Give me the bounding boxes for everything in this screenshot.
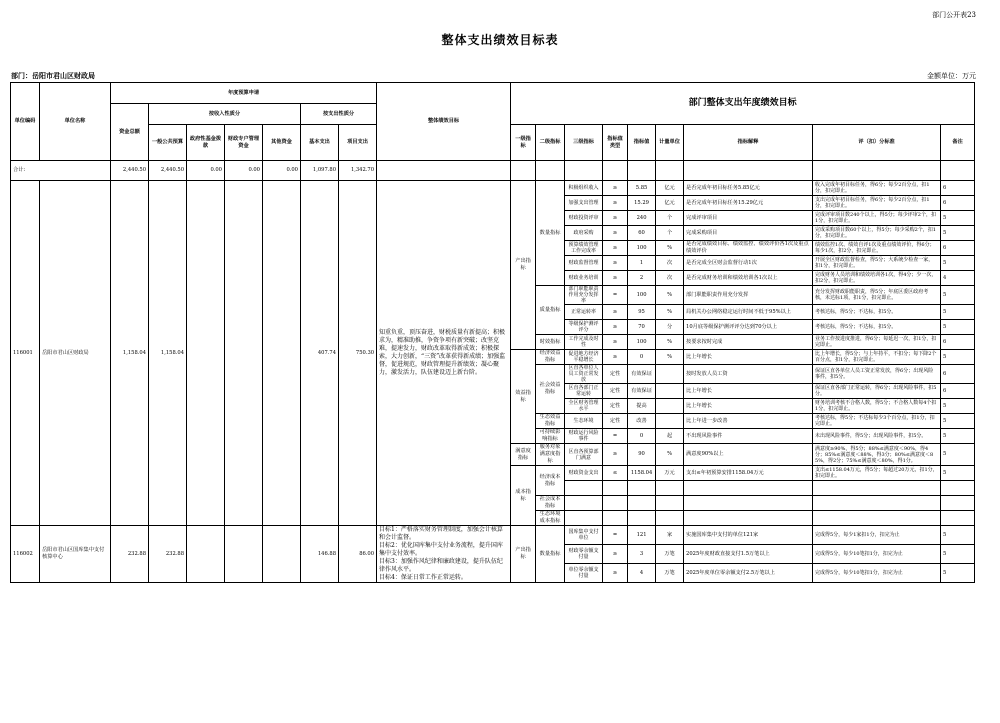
indicator-value: 15.29: [628, 196, 656, 211]
empty-cell: [813, 481, 941, 496]
header-level2: 二级指标: [536, 125, 565, 161]
unit2-indicator-measure-unit: 万笔: [656, 545, 684, 564]
indicator-value: 有效保证: [628, 365, 656, 384]
indicator-level3: 财政投资评审: [565, 211, 603, 226]
indicator-level3: 正常运转率: [565, 305, 603, 320]
indicator-scoring: 充分发挥财政职能职责，得5分；年底区委区政府考核，未达标1项，扣1分，扣完即止。: [813, 286, 941, 305]
indicator-value: 改善: [628, 414, 656, 429]
empty-cell: [628, 481, 656, 496]
indicator-scoring: 完成评审项目数240个以上，得5分；每少评审2个，扣1分，扣完即止。: [813, 211, 941, 226]
indicator-measure-unit: 起: [656, 429, 684, 444]
header-other-funds: 其他资金: [263, 125, 301, 161]
indicator-explain: 局机关办公网络稳定运行时间不低于95%以上: [684, 305, 813, 320]
level2-sustainable: 可持续影响指标: [536, 429, 565, 444]
indicator-explain: 10月底等级保护测评评分达到70分以上: [684, 320, 813, 335]
level2-quality: 质量指标: [536, 286, 565, 335]
indicator-explain: 是否完成年初目标任务15.29亿元: [684, 196, 813, 211]
empty-cell: [941, 496, 975, 511]
indicator-value-type: =: [603, 286, 628, 305]
unit2-indicator-value-type: ≥: [603, 545, 628, 564]
indicator-remark: 5: [941, 286, 975, 305]
header-gen-budget: 一般公共预算: [149, 125, 187, 161]
unit2-indicator-scoring: 完成得5分，每少1家扣1分，扣完为止: [813, 526, 941, 545]
header-gov-fund: 政府性基金拨款: [187, 125, 225, 161]
indicator-remark: 5: [941, 429, 975, 444]
indicator-measure-unit: %: [656, 305, 684, 320]
level2-timeliness: 时效指标: [536, 335, 565, 350]
unit2-indicator-value: 3: [628, 545, 656, 564]
indicator-remark: 5: [941, 350, 975, 365]
unit2-indicator-remark: 5: [941, 545, 975, 564]
empty-cell: [603, 511, 628, 526]
indicator-value-type: ≥: [603, 241, 628, 256]
header-by-expense: 按支出性质分: [301, 104, 377, 125]
indicator-value-type: ≥: [603, 211, 628, 226]
indicator-value-type: ≥: [603, 226, 628, 241]
indicator-value: 70: [628, 320, 656, 335]
indicator-value-type: 定性: [603, 414, 628, 429]
unit2-indicator-value-type: ≥: [603, 564, 628, 583]
total-label: 合计:: [11, 161, 111, 181]
empty-cell: [656, 481, 684, 496]
indicator-explain: 是否完成年初目标任务5.85亿元: [684, 181, 813, 196]
indicator-measure-unit: [656, 365, 684, 384]
empty-cell: [656, 511, 684, 526]
unit2-project-exp: 86.00: [339, 526, 377, 583]
indicator-remark: 6: [941, 335, 975, 350]
empty-cell: [628, 496, 656, 511]
indicator-value-type: ≥: [603, 181, 628, 196]
empty-cell: [684, 511, 813, 526]
indicator-scoring: 考核达标，得5分；不达标，扣5分。: [813, 305, 941, 320]
level2-service-satisfaction: 服务对象满意度指标: [536, 444, 565, 466]
header-unit-code: 单位编码: [11, 83, 40, 161]
indicator-value-type: ≥: [603, 256, 628, 271]
indicator-value: 95: [628, 305, 656, 320]
level1-output: 产出指标: [511, 181, 536, 350]
total-gen-budget: 2,440.50: [149, 161, 187, 181]
header-value: 指标值: [628, 125, 656, 161]
level2-social-cost: 社会成本指标: [536, 496, 565, 511]
unit1-project-exp: 750.30: [339, 181, 377, 526]
empty-cell: [656, 496, 684, 511]
indicator-level3: 工作完成及时性: [565, 335, 603, 350]
indicator-scoring: 保证区直各部门正常运转，得6分；出现风险事件，扣5分。: [813, 384, 941, 399]
indicator-remark: 5: [941, 466, 975, 481]
indicator-explain: 比上年增长: [684, 350, 813, 365]
header-basic-exp: 基本支出: [301, 125, 339, 161]
indicator-value-type: =: [603, 429, 628, 444]
indicator-scoring: 支出≤1158.04万元，得5分；每超过20万元，扣1分，扣完即止。: [813, 466, 941, 481]
header-remark: 备注: [941, 125, 975, 161]
header-by-income: 按收入性质分: [149, 104, 301, 125]
header-annual-budget: 年度预算申请: [111, 83, 377, 104]
unit2-indicator-explain: 2025年度财政直接支付1.5万笔以上: [684, 545, 813, 564]
indicator-scoring: 财务培训考核不合格人数，得5分；不合格人数每4个扣1分，扣完即止。: [813, 399, 941, 414]
indicator-value: 60: [628, 226, 656, 241]
indicator-value: 1: [628, 256, 656, 271]
indicator-remark: 5: [941, 399, 975, 414]
header-fiscal-special: 财政专户管理资金: [225, 125, 263, 161]
level2-social: 社会效益指标: [536, 365, 565, 414]
indicator-scoring: 绩效监控1次、绩效自评1次及重点绩效评价，得6分；每少1次，扣2分，扣完即止。: [813, 241, 941, 256]
unit1-total: 1,158.04: [111, 181, 149, 526]
indicator-level3: 促进地方经济平稳增长: [565, 350, 603, 365]
header-value-type: 指标值类型: [603, 125, 628, 161]
indicator-scoring: 满意度≥90%，得5分；88%≤满意度＜90%，得4分；85%≤满意度＜88%，得3分；80%≤满意度＜85%，得2分；75%≤满意度＜80%，得1分。: [813, 444, 941, 466]
unit2-indicator-level3: 单位零余额支付量: [565, 564, 603, 583]
indicator-remark: 6: [941, 241, 975, 256]
indicator-level3: 全区财务管理水平: [565, 399, 603, 414]
unit1-basic-exp: 407.74: [301, 181, 339, 526]
indicator-scoring: 完成财务人员培训和绩效培训各1次，得4分；少一次，扣2分，扣完即止。: [813, 271, 941, 286]
total-project-exp: 1,342.70: [339, 161, 377, 181]
indicator-measure-unit: 亿元: [656, 181, 684, 196]
unit1-code: 116001: [11, 181, 40, 526]
indicator-scoring: 未出现风险事件，得5分；出现风险事件，扣5分。: [813, 429, 941, 444]
empty-cell: [603, 481, 628, 496]
indicator-measure-unit: 次: [656, 256, 684, 271]
unit2-gov-fund: [187, 526, 225, 583]
unit2-overall-goal: 目标1：严格落实财务管理制度，加强会计核算和会计监督。 目标2：优化国库集中支付业务流程，提升国库集中支付效率。 目标3：加强作风纪律和廉政建设，提升队伍纪律作风水平。 目标4：保证日常工作正常运转。: [377, 526, 511, 583]
indicator-level3: 部门职能职责作用充分发挥率: [565, 286, 603, 305]
indicator-explain: 不出现风险事件: [684, 429, 813, 444]
empty-cell: [628, 511, 656, 526]
header-measure-unit: 计量单位: [656, 125, 684, 161]
indicator-value: 有效保证: [628, 384, 656, 399]
indicator-value-type: ≤: [603, 466, 628, 481]
indicator-explain: 按时发放人员工资: [684, 365, 813, 384]
indicator-level3: 区直各单位人员工资正常发放: [565, 365, 603, 384]
total-amount: 2,440.50: [111, 161, 149, 181]
unit2-name: 岳阳市君山区国库集中支付核算中心: [40, 526, 111, 583]
unit2-indicator-scoring: 完成得5分，每少10笔扣1分，扣完为止: [813, 545, 941, 564]
unit2-indicator-level3: 财政零余额支付量: [565, 545, 603, 564]
level2-economic: 经济效益指标: [536, 350, 565, 365]
unit2-indicator-value: 121: [628, 526, 656, 545]
unit2-indicator-remark: 5: [941, 564, 975, 583]
indicator-measure-unit: 万元: [656, 466, 684, 481]
indicator-scoring: 收入完成年初目标任务，得6分；每少2百分点，扣1分，扣完即止。: [813, 181, 941, 196]
indicator-value: 90: [628, 444, 656, 466]
unit1-name: 岳阳市君山区财政局: [40, 181, 111, 526]
indicator-explain: 是否完成绩效目标、绩效监控、绩效评价各1次及重点绩效评价: [684, 241, 813, 256]
indicator-value-type: ≥: [603, 196, 628, 211]
indicator-value-type: ≥: [603, 444, 628, 466]
indicator-explain: 支出≤年初预算安排1158.04万元: [684, 466, 813, 481]
unit2-code: 116002: [11, 526, 40, 583]
indicator-measure-unit: [656, 414, 684, 429]
empty-cell: [941, 481, 975, 496]
indicator-value-type: 定性: [603, 384, 628, 399]
indicator-value-type: 定性: [603, 365, 628, 384]
indicator-measure-unit: %: [656, 444, 684, 466]
empty-cell: [565, 511, 603, 526]
unit1-other-funds: [263, 181, 301, 526]
empty-cell: [941, 511, 975, 526]
indicator-remark: 4: [941, 271, 975, 286]
indicator-level3: 生态环境: [565, 414, 603, 429]
indicator-level3: 加强支出管理: [565, 196, 603, 211]
indicator-level3: 财政业务培训: [565, 271, 603, 286]
indicator-measure-unit: [656, 399, 684, 414]
indicator-measure-unit: %: [656, 335, 684, 350]
header-explain: 指标解释: [684, 125, 813, 161]
indicator-value: 100: [628, 286, 656, 305]
indicator-explain: 比上年增长: [684, 384, 813, 399]
indicator-remark: 6: [941, 196, 975, 211]
indicator-value: 100: [628, 335, 656, 350]
unit2-fiscal-special: [225, 526, 263, 583]
unit1-fiscal-special: [225, 181, 263, 526]
indicator-measure-unit: [656, 384, 684, 399]
indicator-remark: 5: [941, 305, 975, 320]
level2-quantity: 数量指标: [536, 181, 565, 286]
empty-cell: [565, 481, 603, 496]
indicator-value: 提高: [628, 399, 656, 414]
header-scoring: 评（扣）分标准: [813, 125, 941, 161]
indicator-value: 0: [628, 350, 656, 365]
header-unit-name: 单位名称: [40, 83, 111, 161]
department-label: 部门：岳阳市君山区财政局: [11, 71, 95, 80]
unit2-indicator-explain: 实施国库集中支付的单位121家: [684, 526, 813, 545]
unit2-indicator-explain: 2025年度单位零余额支付2.5万笔以上: [684, 564, 813, 583]
total-gov-fund: 0.00: [187, 161, 225, 181]
level2-ecological: 生态效益指标: [536, 414, 565, 429]
empty-cell: [813, 511, 941, 526]
indicator-explain: 是否完成全区财会监督行动1次: [684, 256, 813, 271]
indicator-remark: 5: [941, 211, 975, 226]
indicator-scoring: 考核达标，得5分；不达标，扣5分。: [813, 320, 941, 335]
indicator-remark: 6: [941, 384, 975, 399]
indicator-explain: 按要求按时完成: [684, 335, 813, 350]
indicator-level3: 预算绩效管理工作完成率: [565, 241, 603, 256]
level2-economic-cost: 经济成本指标: [536, 466, 565, 496]
indicator-explain: 部门职能职责作用充分发挥: [684, 286, 813, 305]
indicator-scoring: 完成采购项目数60个以上，得5分；每少采购2个，扣1分，扣完即止。: [813, 226, 941, 241]
unit2-level2-quantity: 数量指标: [536, 526, 565, 583]
performance-table: [10, 82, 975, 583]
header-overall-goal: 整体绩效目标: [377, 83, 511, 161]
total-fiscal-special: 0.00: [225, 161, 263, 181]
unit2-gen-budget: 232.88: [149, 526, 187, 583]
indicator-value-type: ≥: [603, 271, 628, 286]
indicator-level3: 区直各部门正常运转: [565, 384, 603, 399]
indicator-explain: 是否完成财务培训和绩效培训各1次以上: [684, 271, 813, 286]
header-dept-goal: 部门整体支出年度绩效目标: [511, 83, 975, 125]
indicator-value-type: ≥: [603, 320, 628, 335]
indicator-scoring: 比上年增长，得5分；与上年持平，不扣分；每下降2个百分点，扣1分，扣完即止。: [813, 350, 941, 365]
header-level1: 一级指标: [511, 125, 536, 161]
page-number: 部门公开表23: [932, 11, 976, 19]
unit2-other-funds: [263, 526, 301, 583]
indicator-level3: 财政监督管理: [565, 256, 603, 271]
header-project-exp: 项目支出: [339, 125, 377, 161]
indicator-measure-unit: %: [656, 350, 684, 365]
header-level3: 三级指标: [565, 125, 603, 161]
unit2-level1-output: 产出指标: [511, 526, 536, 583]
indicator-scoring: 保证区直各单位人员工资正常发放，得6分；出现风险事件，扣5分。: [813, 365, 941, 384]
indicator-measure-unit: 个: [656, 226, 684, 241]
indicator-measure-unit: 分: [656, 320, 684, 335]
indicator-explain: 完成采购项目: [684, 226, 813, 241]
empty-cell: [684, 496, 813, 511]
indicator-measure-unit: 亿元: [656, 196, 684, 211]
unit1-gen-budget: 1,158.04: [149, 181, 187, 526]
header-total-funds: 资金总额: [111, 104, 149, 161]
indicator-value-type: ≥: [603, 305, 628, 320]
indicator-level3: 财政运行风险事件: [565, 429, 603, 444]
unit2-basic-exp: 146.88: [301, 526, 339, 583]
indicator-scoring: 考核达标，得5分；不达标每少3个百分点，扣1分，扣完即止。: [813, 414, 941, 429]
indicator-value: 0: [628, 429, 656, 444]
level2-eco-cost: 生态环境成本指标: [536, 511, 565, 526]
indicator-remark: 6: [941, 365, 975, 384]
indicator-explain: 完成评审项目: [684, 211, 813, 226]
unit2-indicator-remark: 5: [941, 526, 975, 545]
page-title: 整体支出绩效目标表: [441, 33, 559, 47]
indicator-value-type: 定性: [603, 399, 628, 414]
indicator-value: 240: [628, 211, 656, 226]
table-row: [11, 181, 975, 196]
indicator-scoring: 业务工作按进度推进，得6分；每延迟一次，扣1分，扣完即止。: [813, 335, 941, 350]
table-row: [11, 526, 975, 545]
empty-cell: [684, 481, 813, 496]
indicator-explain: 满意度90%以上: [684, 444, 813, 466]
unit2-total: 232.88: [111, 526, 149, 583]
unit2-indicator-value: 4: [628, 564, 656, 583]
indicator-remark: 6: [941, 181, 975, 196]
unit2-indicator-measure-unit: 万笔: [656, 564, 684, 583]
empty-cell: [565, 496, 603, 511]
amount-unit-label: 金额单位：万元: [927, 72, 976, 80]
indicator-level3: 积极组织收入: [565, 181, 603, 196]
indicator-scoring: 开展全区财政监督检查，得5分；大系统少检查一家，扣1分，扣完即止。: [813, 256, 941, 271]
indicator-remark: 5: [941, 256, 975, 271]
indicator-value: 5.85: [628, 181, 656, 196]
indicator-value: 1158.04: [628, 466, 656, 481]
level1-cost: 成本指标: [511, 466, 536, 526]
indicator-level3: 政府采购: [565, 226, 603, 241]
indicator-value-type: ≥: [603, 335, 628, 350]
indicator-measure-unit: 次: [656, 271, 684, 286]
indicator-level3: 区直各预算部门满意: [565, 444, 603, 466]
total-other-funds: 0.00: [263, 161, 301, 181]
unit1-gov-fund: [187, 181, 225, 526]
indicator-value-type: ≥: [603, 350, 628, 365]
level1-satisfaction: 满意度指标: [511, 444, 536, 466]
indicator-scoring: 支出完成年初目标任务，得6分；每少2百分点，扣1分，扣完即止。: [813, 196, 941, 211]
empty-cell: [813, 496, 941, 511]
unit1-overall-goal: 知重负重，顶压奋进，财税质量有新提高；积极求为，精准助推，争资争项有新突破；改坚克难，提速发力，财政改革取得新成效；积极探索，大力创新，“三资”改革获得新成绩；加强监督，促进规范，财政管理提升新绩效；凝心聚力，激发活力，队伍建设迈上新台阶。: [377, 181, 511, 526]
indicator-remark: 5: [941, 444, 975, 466]
unit2-indicator-scoring: 完成得5分，每少10笔扣1分，扣完为止: [813, 564, 941, 583]
indicator-explain: 比上年进一步改善: [684, 414, 813, 429]
unit2-indicator-value-type: =: [603, 526, 628, 545]
total-row: [11, 161, 975, 181]
indicator-measure-unit: 个: [656, 211, 684, 226]
indicator-remark: 5: [941, 414, 975, 429]
level1-effect: 效益指标: [511, 350, 536, 444]
indicator-measure-unit: %: [656, 241, 684, 256]
indicator-value: 2: [628, 271, 656, 286]
empty-cell: [603, 496, 628, 511]
indicator-explain: 比上年增长: [684, 399, 813, 414]
indicator-measure-unit: %: [656, 286, 684, 305]
indicator-remark: 5: [941, 226, 975, 241]
indicator-remark: 5: [941, 320, 975, 335]
total-basic-exp: 1,097.80: [301, 161, 339, 181]
indicator-value: 100: [628, 241, 656, 256]
unit2-indicator-measure-unit: 家: [656, 526, 684, 545]
unit2-indicator-level3: 国库集中支付单位: [565, 526, 603, 545]
indicator-level3: 等级保护测评评分: [565, 320, 603, 335]
indicator-level3: 财政资金支出: [565, 466, 603, 481]
